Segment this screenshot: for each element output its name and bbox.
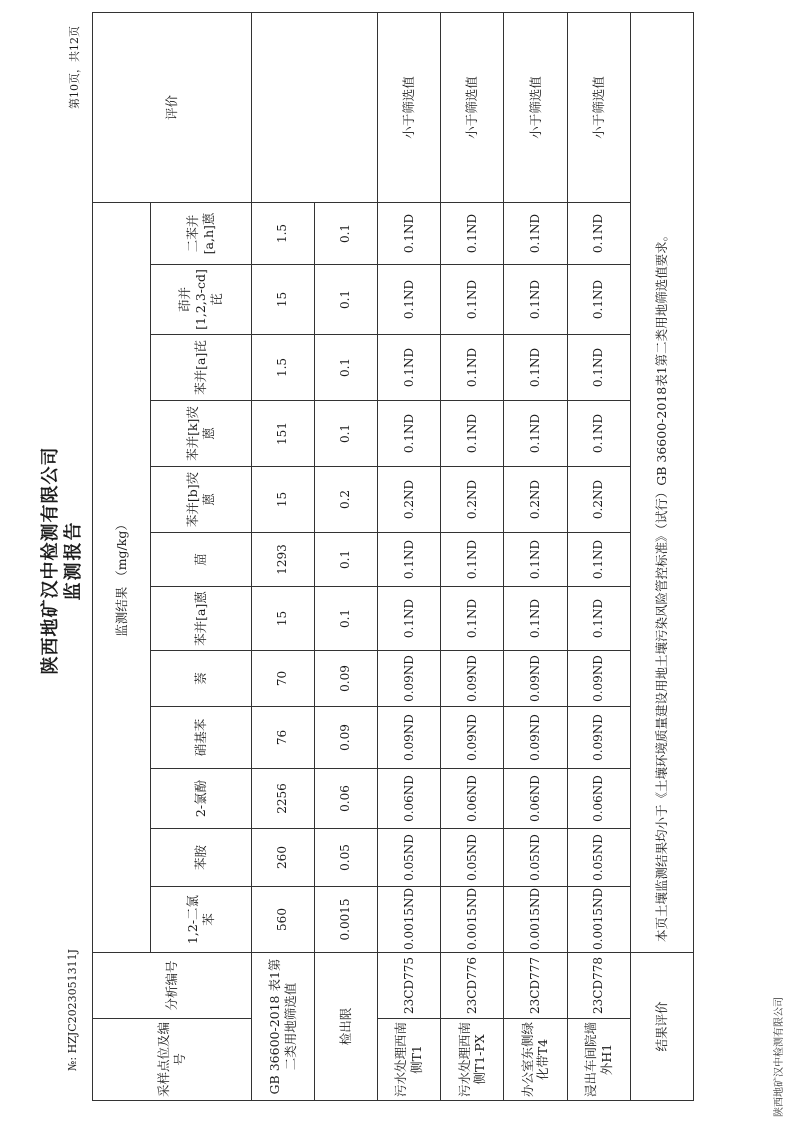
sample-evaluation: 小于筛选值 [378,12,441,202]
sample-location: 办公室东侧绿化带T4 [504,1019,567,1101]
column-header-pollutant: 苯胺 [150,829,251,887]
report-number: №: HZJC2023051311J [66,948,79,1071]
value-cell: 0.1 [314,533,377,587]
value-cell: 0.0015ND [378,887,441,953]
value-cell: 0.2ND [441,467,504,533]
value-cell: 0.05ND [378,829,441,887]
sample-row [567,12,630,1100]
value-cell: 0.1ND [441,401,504,467]
value-cell: 0.1ND [441,265,504,335]
value-cell: 0.1ND [378,202,441,264]
value-cell: 0.09ND [378,651,441,707]
value-cell: 0.05 [314,829,377,887]
sample-analysis-id: 23CD776 [441,953,504,1019]
value-cell: 0.1ND [567,335,630,401]
header-monitoring-results: 监测结果 （mg/kg） [93,202,151,952]
value-cell: 0.1ND [504,265,567,335]
column-header-pollutant: 2-氯酚 [150,769,251,829]
remark-row [630,12,693,1100]
sample-location: 浸出车间院墙外H1 [567,1019,630,1101]
value-cell: 0.05ND [504,829,567,887]
value-cell: 0.1ND [378,533,441,587]
value-cell: 0.1ND [504,587,567,651]
value-cell: 0.06ND [504,769,567,829]
value-cell: 0.09ND [567,707,630,769]
sample-row [441,12,504,1100]
value-cell: 151 [251,401,314,467]
column-header-pollutant: 硝基苯 [150,707,251,769]
value-cell: 15 [251,467,314,533]
sample-row [378,12,441,1100]
value-cell: 0.1ND [441,335,504,401]
value-cell: 0.2 [314,467,377,533]
value-cell: 0.06ND [378,769,441,829]
value-cell: 0.1ND [441,533,504,587]
sample-analysis-id: 23CD777 [504,953,567,1019]
value-cell: 0.06ND [441,769,504,829]
value-cell: 0.1ND [378,265,441,335]
value-cell: 0.2ND [504,467,567,533]
column-header-pollutant: 萘 [150,651,251,707]
value-cell: 70 [251,651,314,707]
value-cell: 0.1ND [504,401,567,467]
value-cell: 0.09ND [441,707,504,769]
value-cell: 1.5 [251,202,314,264]
value-cell: 0.2ND [567,467,630,533]
value-cell: 0.1 [314,335,377,401]
value-cell: 0.1ND [567,265,630,335]
value-cell: 0.1ND [567,202,630,264]
standard-label: GB 36600-2018 表1第二类用地筛选值 [251,953,314,1101]
value-cell: 0.09ND [504,651,567,707]
column-header-pollutant: 茚并[1,2,3-cd]芘 [150,265,251,335]
column-header-pollutant: 苯并[a]蒽 [150,587,251,651]
value-cell: 0.06ND [567,769,630,829]
value-cell: 15 [251,587,314,651]
value-cell: 0.0015ND [567,887,630,953]
column-header-pollutant: 䓛 [150,533,251,587]
sample-evaluation: 小于筛选值 [567,12,630,202]
page-number: 第10页，共12页 [68,26,81,109]
value-cell: 0.05ND [567,829,630,887]
value-cell: 0.1ND [378,587,441,651]
remark-text: 本页土壤监测结果均小于《土壤环境质量建设用地土壤污染风险管控标准》（试行）GB 36600-2018表1第二类用地筛选值要求。 [630,12,693,952]
value-cell: 0.06 [314,769,377,829]
header-row-group [93,12,151,1100]
detection-limit-label: 检出限 [314,953,377,1101]
value-cell: 560 [251,887,314,953]
value-cell: 0.09ND [441,651,504,707]
standard-row [251,12,314,1100]
value-cell: 76 [251,707,314,769]
value-cell: 0.1ND [441,587,504,651]
sample-analysis-id: 23CD775 [378,953,441,1019]
remark-label: 结果评价 [630,953,693,1101]
value-cell: 0.1ND [441,202,504,264]
value-cell: 0.09 [314,651,377,707]
company-name: 陕西地矿汉中检测有限公司 [40,446,61,675]
value-cell: 0.1ND [567,587,630,651]
value-cell: 0.0015 [314,887,377,953]
column-header-pollutant: 苯并[k]荧蒽 [150,401,251,467]
value-cell: 0.09ND [567,651,630,707]
value-cell: 0.1ND [378,401,441,467]
value-cell: 0.0015ND [441,887,504,953]
empty-evaluation-cell [251,12,377,202]
value-cell: 0.09 [314,707,377,769]
value-cell: 0.1ND [504,533,567,587]
sample-analysis-id: 23CD778 [567,953,630,1019]
header-evaluation: 评价 [93,12,252,202]
header-analysis-id: 分析编号 [93,953,252,1019]
value-cell: 15 [251,265,314,335]
header-sampling-location: 采样点位及编号 [93,1019,252,1101]
value-cell: 0.1ND [504,202,567,264]
value-cell: 0.2ND [378,467,441,533]
value-cell: 0.1ND [567,533,630,587]
value-cell: 0.1 [314,587,377,651]
value-cell: 0.0015ND [504,887,567,953]
value-cell: 1.5 [251,335,314,401]
value-cell: 0.09ND [378,707,441,769]
value-cell: 0.05ND [441,829,504,887]
column-header-pollutant: 苯并[b]荧蒽 [150,467,251,533]
value-cell: 0.1 [314,265,377,335]
column-header-pollutant: 二苯并[a,h]蒽 [150,202,251,264]
value-cell: 1293 [251,533,314,587]
column-header-pollutant: 苯并[a]芘 [150,335,251,401]
value-cell: 0.09ND [504,707,567,769]
value-cell: 0.1 [314,401,377,467]
sample-evaluation: 小于筛选值 [441,12,504,202]
report-title: 监测报告 [63,520,84,601]
value-cell: 260 [251,829,314,887]
value-cell: 0.1 [314,202,377,264]
value-cell: 0.1ND [567,401,630,467]
value-cell: 0.1ND [504,335,567,401]
footer-company: 陕西地矿汉中检测有限公司 [774,997,785,1117]
sample-location: 污水处理西南侧T1-PX [441,1019,504,1101]
sample-row [504,12,567,1100]
value-cell: 0.1ND [378,335,441,401]
sample-location: 污水处理西南侧T1 [378,1019,441,1101]
sample-evaluation: 小于筛选值 [504,12,567,202]
monitoring-results-table [92,12,694,1101]
value-cell: 2256 [251,769,314,829]
column-header-pollutant: 1,2-二氯苯 [150,887,251,953]
